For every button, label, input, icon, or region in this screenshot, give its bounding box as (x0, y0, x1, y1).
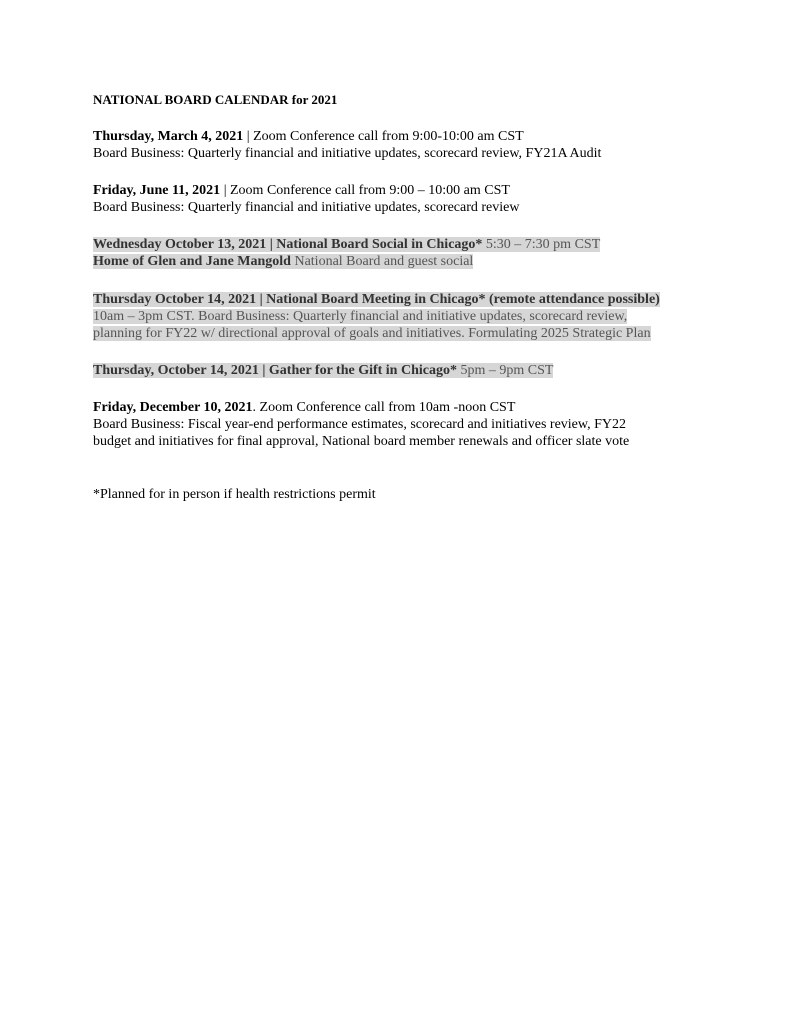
event-title: Wednesday October 13, 2021 | National Board Social in Chicago* (93, 237, 483, 252)
event-date: Friday, December 10, 2021 (93, 400, 253, 415)
event-detail (93, 253, 600, 270)
event-date: Thursday, March 4, 2021 (93, 129, 244, 144)
footnote: *Planned for in person if health restrictions permit (93, 487, 376, 502)
event-time: 5pm – 9pm CST (456, 363, 554, 378)
event-detail: Board Business: Quarterly financial and initiative updates, scorecard review (93, 200, 520, 215)
event-description: National Board and guest social (290, 254, 474, 269)
event-title: Thursday, October 14, 2021 | Gather for the Gift in Chicago* (93, 363, 457, 378)
event-time: 5:30 – 7:30 pm CST (482, 237, 601, 252)
event-title: Thursday October 14, 2021 | National Board Meeting in Chicago* (remote attendance possible) (93, 292, 660, 307)
event-detail-line-1: Board Business: Fiscal year-end performance estimates, scorecard and initiatives review, FY22 (93, 417, 626, 432)
event-separator: . (252, 400, 260, 415)
event-heading (93, 399, 629, 416)
event-separator: | (220, 183, 230, 198)
event-detail-line-2: budget and initiatives for final approval, National board member renewals and officer slate vote (93, 434, 630, 449)
event-detail-line-2: planning for FY22 w/ directional approval of goals and initiatives. Formulating 2025 Strategic Plan (93, 326, 651, 341)
event-heading (93, 182, 519, 199)
event-october-13 (93, 236, 600, 270)
event-heading (93, 362, 553, 379)
event-heading (93, 291, 660, 308)
event-time: Zoom Conference call from 9:00 – 10:00 am CST (230, 183, 510, 198)
event-october-14-gather (93, 362, 553, 379)
event-heading (93, 128, 601, 145)
event-june-11 (93, 182, 519, 216)
event-date: Friday, June 11, 2021 (93, 183, 221, 198)
event-october-14-meeting (93, 291, 660, 342)
event-detail-line-1: 10am – 3pm CST. Board Business: Quarterly financial and initiative updates, scorecard review, (93, 309, 628, 324)
event-time: Zoom Conference call from 9:00-10:00 am CST (253, 129, 524, 144)
event-time: Zoom Conference call from 10am -noon CST (259, 400, 516, 415)
page-title: NATIONAL BOARD CALENDAR for 2021 (93, 92, 338, 107)
event-detail: Board Business: Quarterly financial and initiative updates, scorecard review, FY21A Audit (93, 146, 602, 161)
event-host: Home of Glen and Jane Mangold (93, 254, 291, 269)
event-separator: | (243, 129, 254, 144)
event-march-4 (93, 128, 601, 162)
event-heading (93, 236, 600, 253)
event-december-10 (93, 399, 629, 450)
